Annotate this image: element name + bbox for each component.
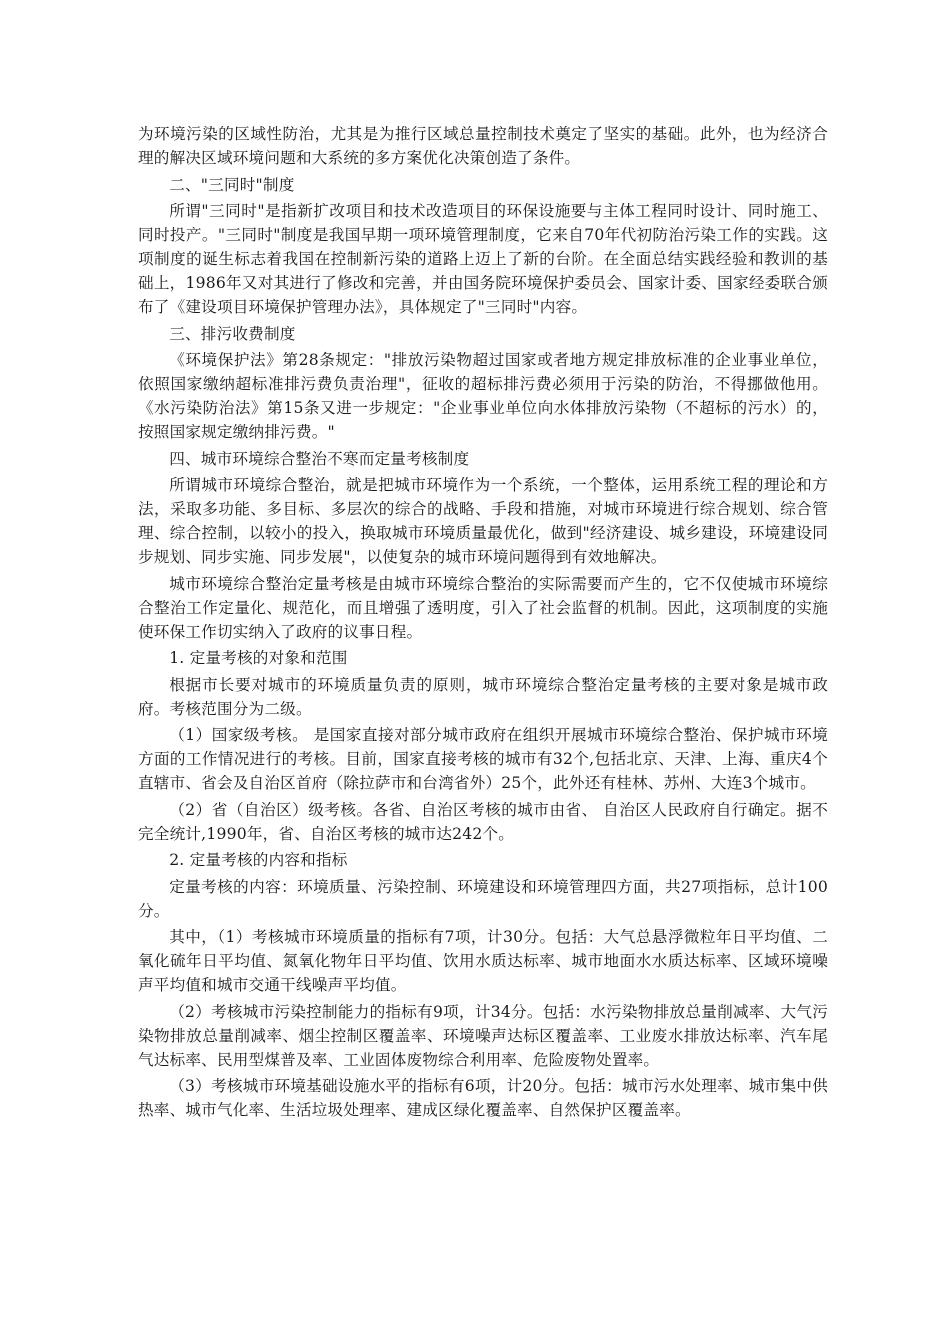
paragraph-assessment-content: 定量考核的内容：环境质量、污染控制、环境建设和环境管理四方面，共27项指标，总计100分。 [138,877,828,920]
subheading-assessment-content: 2. 定量考核的内容和指标 [169,851,348,869]
paragraph-national-level: （1）国家级考核。 是国家直接对部分城市政府在组织开展城市环境综合整治、保护城市环境方面的工作情况进行的考核。目前，国家直接考核的城市有32个,包括北京、天津、上海、重庆4个直辖市、省会及自治区首府（除拉萨市和台湾省外）25个，此外还有桂林、苏州、大连3个城市。 [138,726,828,792]
section-heading-three-simultaneous: 二、"三同时"制度 [169,175,295,194]
paragraph-assessment-scope: 根据市长要对城市的环境质量负责的原则，城市环境综合整治定量考核的主要对象是城市政府。考核范围分为二级。 [138,675,828,718]
paragraph-provincial-level: （2）省（自治区）级考核。各省、自治区考核的城市由省、 自治区人民政府自行确定。据不完全统计,1990年，省、自治区考核的城市达242个。 [138,800,828,843]
document-body [138,122,828,1125]
paragraph-urban-quantitative: 城市环境综合整治定量考核是由城市环境综合整治的实际需要而产生的，它不仅使城市环境综合整治工作定量化、规范化，而且增强了透明度，引入了社会监督的机制。因此，这项制度的实施使环保工作切实纳入了政府的议事日程。 [138,574,828,641]
paragraph-three-simultaneous: 所谓"三同时"是指新扩改项目和技术改造项目的环保设施要与主体工程同时设计、同时施工、同时投产。"三同时"制度是我国早期一项环境管理制度，它来自70年代初防治污染工作的实践。这项制度的诞生标志着我国在控制新污染的道路上迈上了新的台阶。在全面总结实践经验和教训的基础上，1986年又对其进行了修改和完善，并由国务院环境保护委员会、国家计委、国家经委联合颁布了《建设项目环境保护管理办法》，具体规定了"三同时"内容。 [138,202,828,316]
section-heading-urban-assessment: 四、城市环境综合整治不寒而定量考核制度 [169,449,470,468]
subheading-assessment-scope: 1. 定量考核的对象和范围 [169,649,348,667]
paragraph-environment-quality: 其中，（1）考核城市环境质量的指标有7项，计30分。包括：大气总悬浮微粒年日平均值、二氧化硫年日平均值、氮氧化物年日平均值、饮用水质达标率、城市地面水水质达标率、区域环境噪声平均值和城市交通干线噪声平均值。 [138,928,828,994]
paragraph-urban-definition: 所谓城市环境综合整治，就是把城市环境作为一个系统，一个整体，运用系统工程的理论和方法，采取多功能、多目标、多层次的综合的战略、手段和措施，对城市环境进行综合规划、综合管理、综合控制，以较小的投入，换取城市环境质量最优化，做到"经济建设、城乡建设，环境建设同步规划、同步实施、同步发展"，以使复杂的城市环境问题得到有效地解决。 [138,476,828,566]
paragraph-continuation: 为环境污染的区域性防治，尤其是为推行区域总量控制技术奠定了坚实的基础。此外，也为经济合理的解决区域环境问题和大系统的多方案优化决策创造了条件。 [138,125,828,167]
paragraph-pollution-control: （2）考核城市污染控制能力的指标有9项，计34分。包括：水污染物排放总量削减率、大气污染物排放总量削减率、烟尘控制区覆盖率、环境噪声达标区覆盖率、工业废水排放达标率、汽车尾气达标率、民用型煤普及率、工业固体废物综合利用率、危险废物处置率。 [138,1002,828,1069]
paragraph-pollution-fee: 《环境保护法》第28条规定："排放污染物超过国家或者地方规定排放标准的企业事业单位，依照国家缴纳超标准排污费负责治理"，征收的超标排污费必须用于污染的防治，不得挪做他用。《水污染防治法》第15条又进一步规定："企业事业单位向水体排放污染物（不超标的污水）的，按照国家规定缴纳排污费。" [138,351,828,441]
section-heading-pollution-fee: 三、排污收费制度 [169,324,296,343]
paragraph-infrastructure: （3）考核城市环境基础设施水平的指标有6项，计20分。包括：城市污水处理率、城市集中供热率、城市气化率、生活垃圾处理率、建成区绿化覆盖率、自然保护区覆盖率。 [138,1077,828,1119]
